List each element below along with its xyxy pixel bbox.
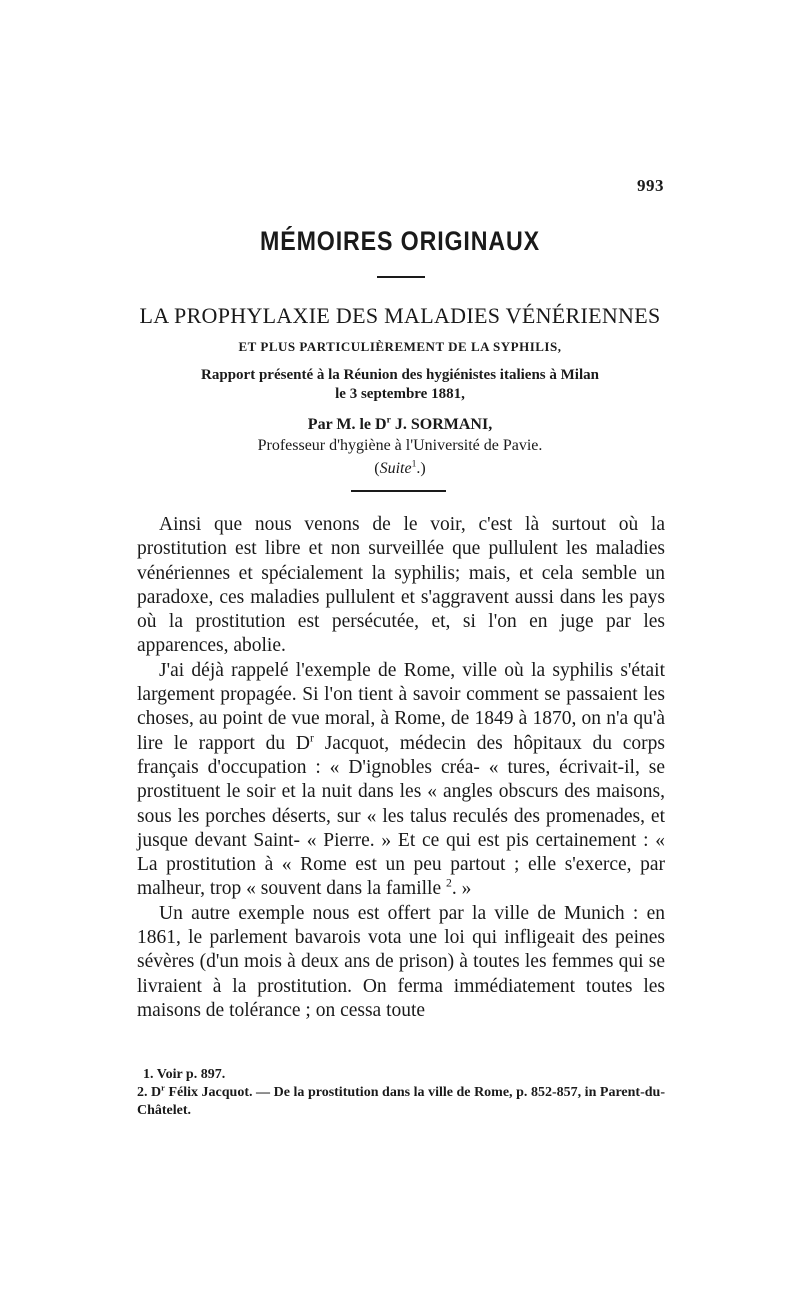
author-name: J. SORMANI, (390, 416, 493, 433)
author-title-sup: r (386, 414, 391, 426)
footnote-1: 1. Voir p. 897. (143, 1067, 226, 1082)
paragraph-3: Un autre exemple nous est offert par la ville de Munich : en 1861, le parlement bavarois vota une loi qui infligeait des peines sévères (d'un mois à deux ans de prison) à toutes les femmes qui se livraient à la prostitution. On ferma immédiatement toutes les maisons de tolérance ; on cessa toute (137, 902, 665, 1021)
page-number: 993 (637, 176, 664, 195)
paragraph-2-sup: r (310, 731, 314, 745)
footnote-2-sup: r (161, 1083, 165, 1093)
report-line-2: le 3 septembre 1881, (335, 386, 465, 402)
footnote-2-text: Félix Jacquot. — De la prostitution dans la ville de Rome, p. 852-857, in Parent-du-Châtelet. (137, 1085, 665, 1118)
author-affiliation: Professeur d'hygiène à l'Université de Pavie. (257, 437, 543, 454)
continued-footnote-ref: 1 (411, 458, 417, 470)
paragraph-2-text-c: . » (451, 878, 472, 900)
report-info (0, 366, 800, 404)
paragraph-2-text-a: J'ai déjà rappelé l'exemple de Rome, ville où la syphilis s'était largement propagée. Si l'on tient à savoir comment se passaient les choses, au point de vue moral, à Rome, de 1849 à 1870, on n'a qu'à lire le rapport du D (137, 659, 665, 754)
author-line (0, 414, 800, 435)
paragraph-2-footnote-ref: 2 (445, 876, 452, 890)
header-divider (351, 490, 446, 492)
article-body (137, 513, 665, 1023)
author-prefix: Par M. le D (307, 416, 387, 433)
continued-label: Suite (379, 460, 412, 477)
paragraph-1: Ainsi que nous venons de le voir, c'est là surtout où la prostitution est libre et non surveillée que pullulent les maladies vénériennes et spécialement la syphilis; mais, et cela semble un paradoxe, ces maladies pullulent et s'aggravent aussi dans les pays où la prostitution est persécutée, et, si l'on en juge par les apparences, abolie. (137, 514, 665, 657)
title-divider (377, 276, 425, 278)
article-title: LA PROPHYLAXIE DES MALADIES VÉNÉRIENNES (139, 303, 661, 328)
footnotes (137, 1066, 665, 1120)
section-title: MÉMOIRES ORIGINAUX (260, 226, 540, 256)
author-block (0, 414, 800, 456)
paragraph-2 (137, 659, 665, 902)
footnote-2-prefix: 2. D (137, 1085, 162, 1100)
footnote-2 (137, 1084, 665, 1120)
report-line-1: Rapport présenté à la Réunion des hygiénistes italiens à Milan (201, 367, 599, 383)
continued-marker: (Suite$^1$.) (374, 458, 426, 477)
paragraph-2-text-b: Jacquot, médecin des hôpitaux du corps français d'occupation : « D'ignobles créa- « tures, écrivait-il, se prostituent le soir et la nuit dans les « angles obscurs des maisons, sous les porches déserts, sur « les talus reculés des promenades, et jusque devant Saint- « Pierre. » Et ce qui est pis certainement : « La prostitution à « Rome est un peu partout ; elle s'exerce, par malheur, trop « souvent dans la famille (137, 732, 666, 900)
article-subtitle: ET PLUS PARTICULIÈREMENT DE LA SYPHILIS, (238, 339, 562, 354)
